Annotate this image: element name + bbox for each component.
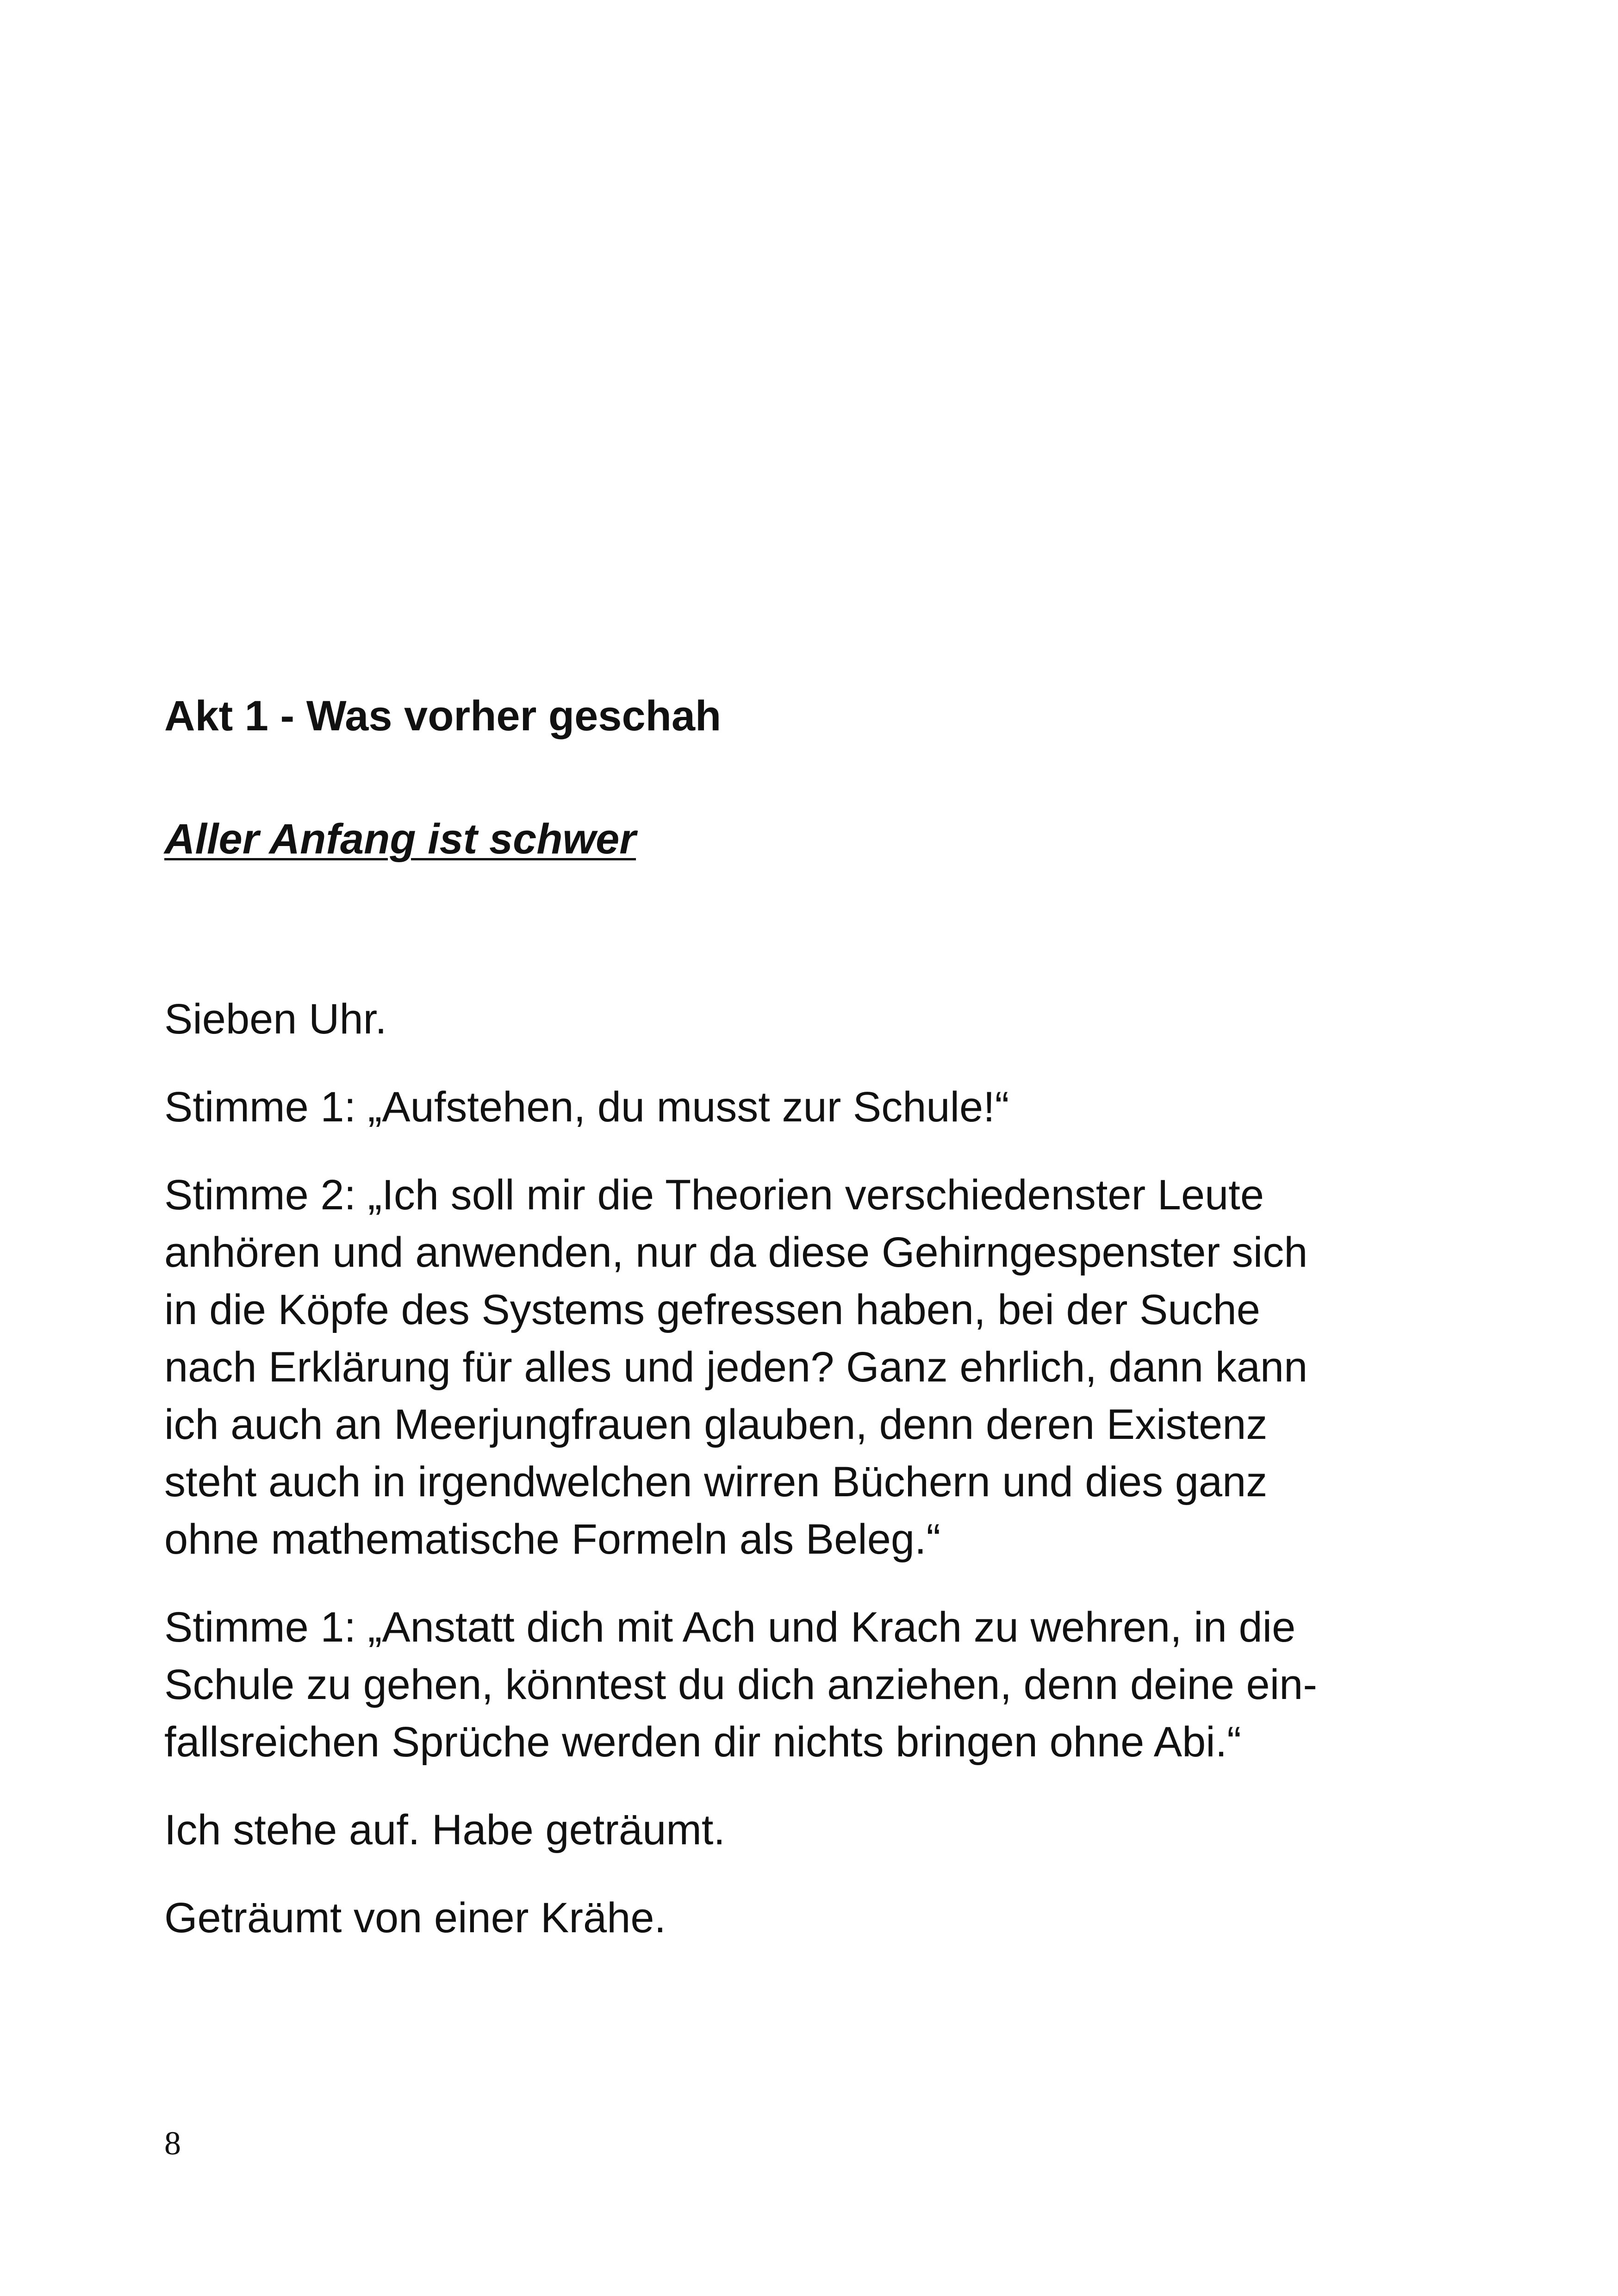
text-line: Ich stehe auf. Habe geträumt. (164, 1806, 726, 1854)
text-line: fallsreichen Sprüche werden dir nichts bringen ohne Abi.“ (164, 1718, 1241, 1766)
paragraph (164, 1166, 1460, 1568)
body-text (164, 990, 1460, 1977)
paragraph (164, 1801, 1460, 1859)
text-line: Stimme 2: „Ich soll mir die Theorien verschiedenster Leute (164, 1171, 1264, 1219)
text-line: steht auch in irgendwelchen wirren Büchern und dies ganz (164, 1458, 1268, 1506)
text-line: ich auch an Meerjungfrauen glauben, denn deren Existenz (164, 1401, 1268, 1448)
text-line: Schule zu gehen, könntest du dich anziehen, denn deine ein- (164, 1661, 1317, 1708)
paragraph (164, 1078, 1460, 1136)
paragraph (164, 1889, 1460, 1947)
paragraph (164, 1599, 1460, 1771)
text-line: anhören und anwenden, nur da diese Gehirngespenster sich (164, 1229, 1308, 1276)
text-line: Sieben Uhr. (164, 996, 387, 1043)
paragraph (164, 990, 1460, 1048)
text-line: Stimme 1: „Anstatt dich mit Ach und Krach zu wehren, in die (164, 1604, 1296, 1651)
text-line: nach Erklärung für alles und jeden? Ganz ehrlich, dann kann (164, 1344, 1308, 1391)
scene-title: Aller Anfang ist schwer (164, 815, 636, 863)
text-line: Geträumt von einer Krähe. (164, 1894, 666, 1941)
text-line: ohne mathematische Formeln als Beleg.“ (164, 1516, 941, 1563)
act-title: Akt 1 - Was vorher geschah (164, 692, 722, 740)
text-line: Stimme 1: „Aufstehen, du musst zur Schule!“ (164, 1083, 1009, 1131)
text-line: in die Köpfe des Systems gefressen haben, bei der Suche (164, 1286, 1260, 1333)
page-number: 8 (164, 2125, 181, 2162)
